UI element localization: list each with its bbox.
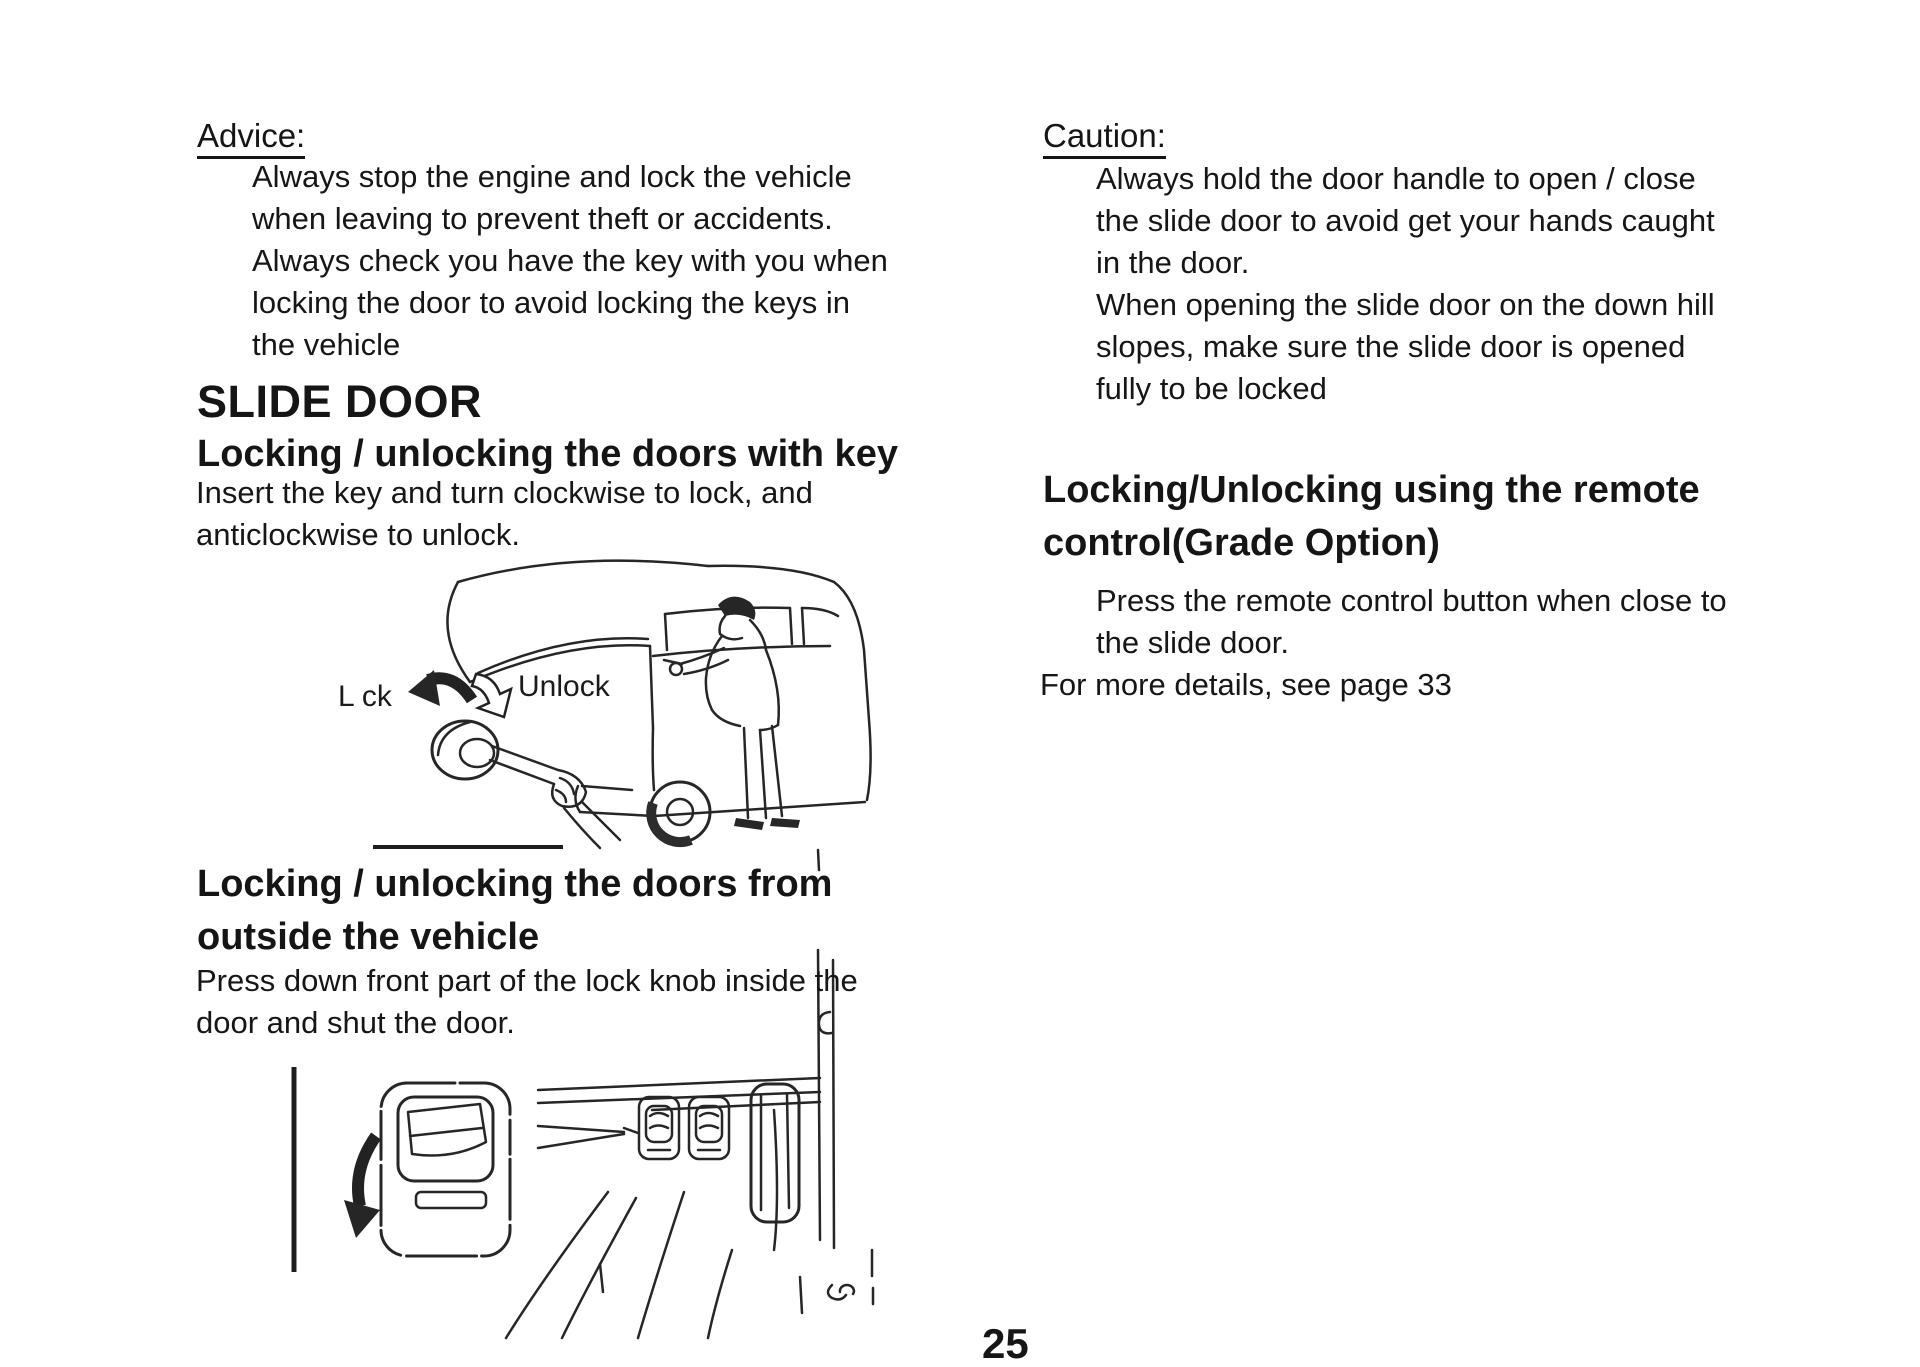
lock-knob-illustration	[240, 840, 900, 1340]
caution-line: Always hold the door handle to open / close	[1096, 161, 1696, 196]
outside-section-heading: outside the vehicle	[197, 916, 540, 958]
remote-section-line: Press the remote control button when close to	[1096, 583, 1727, 618]
remote-section-line: the slide door.	[1096, 625, 1290, 660]
advice-line: locking the door to avoid locking the keys in	[252, 285, 850, 320]
key-section-line: anticlockwise to unlock.	[196, 517, 520, 552]
caution-line: in the door.	[1096, 245, 1250, 280]
advice-line: the vehicle	[252, 327, 401, 362]
key-section-heading: Locking / unlocking the doors with key	[197, 433, 898, 475]
lock-label: L ck	[338, 680, 392, 713]
advice-line: Always check you have the key with you when	[252, 243, 888, 278]
outside-section-line: door and shut the door.	[196, 1005, 515, 1040]
outside-section-heading: Locking / unlocking the doors from	[197, 863, 833, 905]
caution-line: fully to be locked	[1096, 371, 1327, 406]
caution-heading: Caution:	[1043, 118, 1166, 159]
van-key-illustration	[320, 550, 920, 860]
press-down-arrow-icon	[344, 1200, 380, 1238]
caution-line: slopes, make sure the slide door is opened	[1096, 329, 1686, 364]
advice-heading: Advice:	[197, 118, 305, 159]
remote-section-heading: control(Grade Option)	[1043, 522, 1440, 564]
unlock-arrow-icon	[472, 674, 511, 717]
unlock-label: Unlock	[518, 670, 610, 703]
caution-line: When opening the slide door on the down hill	[1096, 287, 1715, 322]
remote-section-heading: Locking/Unlocking using the remote	[1043, 469, 1700, 511]
key-section-line: Insert the key and turn clockwise to lock, and	[196, 475, 813, 510]
slide-door-title: SLIDE DOOR	[197, 376, 483, 427]
remote-more-details: For more details, see page 33	[1040, 667, 1452, 702]
caution-line: the slide door to avoid get your hands caught	[1096, 203, 1715, 238]
advice-line: Always stop the engine and lock the vehicle	[252, 159, 852, 194]
page-number: 25	[982, 1320, 1029, 1367]
outside-section-line: Press down front part of the lock knob inside the	[196, 963, 858, 998]
advice-line: when leaving to prevent theft or accidents.	[252, 201, 833, 236]
